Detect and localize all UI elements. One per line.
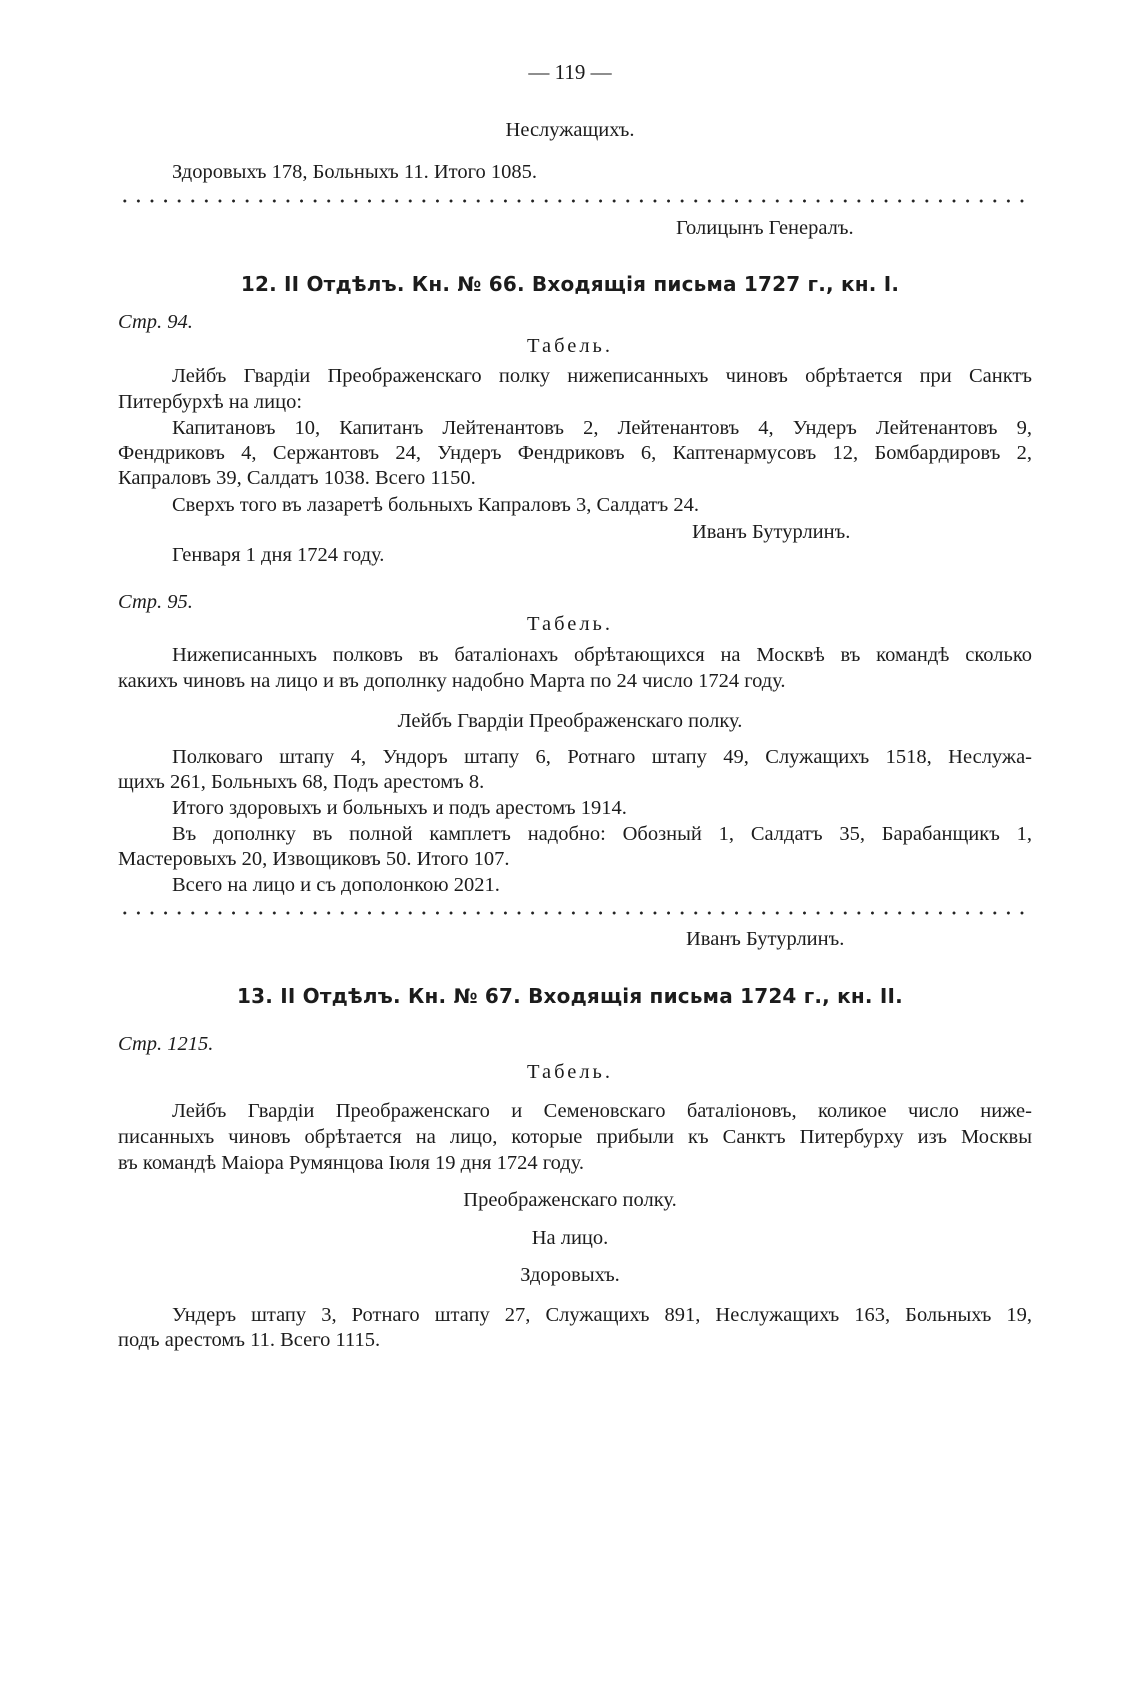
tabel-title: Табель. [526,1061,614,1083]
paragraph-line: въ командѣ Маіора Румянцова Іюля 19 дня 1724 году. [118,1152,585,1174]
page-ref-94: Стр. 94. [118,311,193,333]
page-number: — 119 — [528,60,612,84]
signature-buturlin: Иванъ Бутурлинъ. [692,521,851,543]
paragraph-line: Нижеписанныхъ полковъ въ баталіонахъ обрѣтающихся на Москвѣ въ командѣ сколько [172,644,1032,666]
paragraph-line: Капраловъ 39, Салдатъ 1038. Всего 1150. [118,467,476,489]
paragraph-line: подъ арестомъ 11. Всего 1115. [118,1329,381,1351]
paragraph-line: Въ дополнку въ полной камплетъ надобно: Обозный 1, Салдатъ 35, Барабанщикъ 1, [172,823,1032,845]
totals-line: Здоровыхъ 178, Больныхъ 11. Итого 1085. [172,161,537,183]
dotted-separator [118,198,1032,204]
paragraph-line: Лейбъ Гвардіи Преображенскаго полку нижеписанныхъ чиновъ обрѣтается при Санктъ [172,365,1032,387]
paragraph-line: щихъ 261, Больныхъ 68, Подъ арестомъ 8. [118,771,485,793]
signature-buturlin: Иванъ Бутурлинъ. [686,928,845,950]
subheading-zdorovykh: Здоровыхъ. [520,1264,620,1286]
paragraph-line: какихъ чиновъ на лицо и въ дополнку надобно Марта по 24 число 1724 году. [118,670,786,692]
paragraph-line: Лейбъ Гвардіи Преображенскаго и Семеновскаго баталіоновъ, коликое число ниже- [172,1100,1032,1122]
dotted-separator [118,910,1032,916]
subheading-na-litso: На лицо. [531,1227,609,1249]
tabel-title: Табель. [526,613,614,635]
subheading-nesluzhashchikh: Неслужащихъ. [505,119,635,141]
paragraph-line: Фендриковъ 4, Сержантовъ 24, Ундеръ Фендриковъ 6, Каптенармусовъ 12, Бомбардировъ 2, [118,442,1032,464]
page-ref-95: Стр. 95. [118,591,193,613]
section-12-heading: 12. II Отдѣлъ. Кн. № 66. Входящія письма 1727 г., кн. I. [240,272,900,296]
paragraph-line: Мастеровыхъ 20, Извощиковъ 50. Итого 107. [118,848,510,870]
date-line: Генваря 1 дня 1724 году. [172,544,385,566]
regiment-heading: Лейбъ Гвардіи Преображенскаго полку. [397,710,743,732]
paragraph-line: Сверхъ того въ лазаретѣ больныхъ Капраловъ 3, Салдатъ 24. [172,494,699,516]
signature-golitsyn: Голицынъ Генералъ. [676,217,854,239]
section-13-heading: 13. II Отдѣлъ. Кн. № 67. Входящія письма 1724 г., кн. II. [237,984,903,1008]
regiment-heading: Преображенскаго полку. [463,1189,677,1211]
tabel-title: Табель. [526,335,614,357]
page-ref-1215: Стр. 1215. [118,1033,214,1055]
paragraph-line: писанныхъ чиновъ обрѣтается на лицо, которые прибыли къ Санктъ Питербурху изъ Москвы [118,1126,1032,1148]
paragraph-line: Итого здоровыхъ и больныхъ и подъ арестомъ 1914. [172,797,627,819]
paragraph-line: Полковаго штапу 4, Ундоръ штапу 6, Ротнаго штапу 49, Служащихъ 1518, Неслужа- [172,746,1032,768]
paragraph-line: Всего на лицо и съ дополонкою 2021. [172,874,500,896]
paragraph-line: Капитановъ 10, Капитанъ Лейтенантовъ 2, Лейтенантовъ 4, Ундеръ Лейтенантовъ 9, [172,417,1032,439]
paragraph-line: Питербурхѣ на лицо: [118,391,303,413]
paragraph-line: Ундеръ штапу 3, Ротнаго штапу 27, Служащихъ 891, Неслужащихъ 163, Больныхъ 19, [172,1304,1032,1326]
